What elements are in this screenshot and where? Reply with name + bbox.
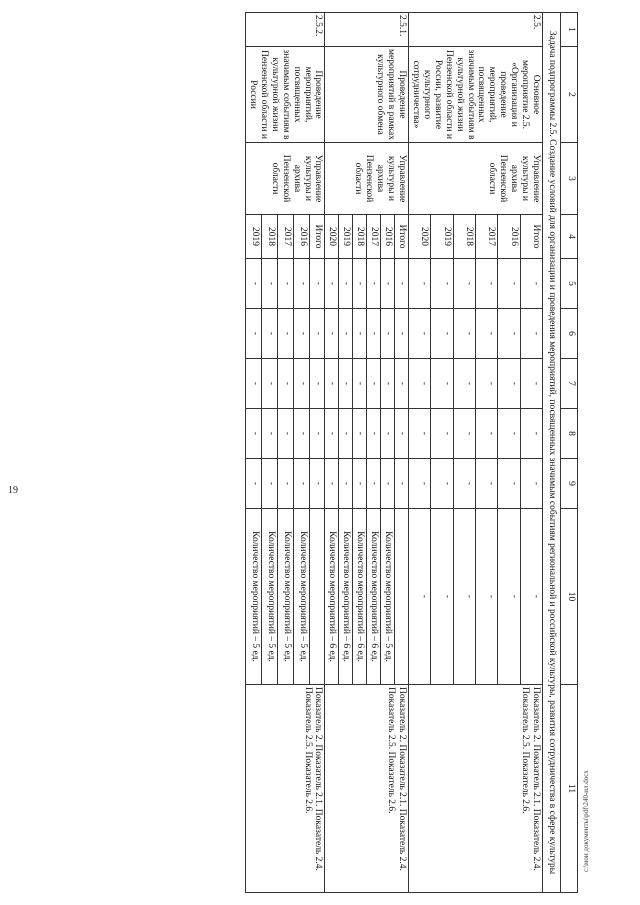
- value-cell-9: -: [431, 459, 453, 509]
- value-cell-9: -: [498, 459, 520, 509]
- value-cell-5: -: [367, 259, 381, 309]
- value-cell-9: -: [339, 459, 353, 509]
- value-cell-6: -: [453, 309, 475, 359]
- value-cell-5: -: [339, 259, 353, 309]
- col-8: 8: [561, 409, 578, 459]
- result-cell: Количество мероприятий – 6 ед.: [325, 509, 339, 685]
- year-cell: 2018: [353, 215, 367, 259]
- value-cell-7: -: [395, 359, 409, 409]
- value-cell-7: -: [339, 359, 353, 409]
- value-cell-7: -: [293, 359, 309, 409]
- year-cell: Итого: [520, 215, 542, 259]
- value-cell-8: -: [409, 409, 431, 459]
- value-cell-5: -: [277, 259, 293, 309]
- result-cell: -: [409, 509, 431, 685]
- result-cell: Количество мероприятий – 5 ед.: [381, 509, 395, 685]
- value-cell-7: -: [409, 359, 431, 409]
- result-cell: -: [498, 509, 520, 685]
- value-cell-8: -: [431, 409, 453, 459]
- value-cell-6: -: [381, 309, 395, 359]
- year-cell: Итого: [395, 215, 409, 259]
- row-number: 2.5.: [409, 13, 543, 47]
- measure-name: Основное мероприятие 2.5. «Организация и проведение мероприятий, посвященных значимым событиям в культурной жизни Пензенской области и России, развитие культурного сотрудничества»: [409, 47, 543, 143]
- year-cell: 2019: [246, 215, 262, 259]
- value-cell-8: -: [520, 409, 542, 459]
- value-cell-9: -: [261, 459, 277, 509]
- value-cell-7: -: [353, 359, 367, 409]
- year-cell: 2016: [293, 215, 309, 259]
- page-number: 19: [8, 485, 18, 496]
- year-cell: 2020: [325, 215, 339, 259]
- value-cell-5: -: [246, 259, 262, 309]
- value-cell-8: -: [353, 409, 367, 459]
- value-cell-9: -: [453, 459, 475, 509]
- year-cell: 2018: [261, 215, 277, 259]
- value-cell-7: -: [325, 359, 339, 409]
- value-cell-5: -: [325, 259, 339, 309]
- value-cell-6: -: [395, 309, 409, 359]
- value-cell-7: -: [277, 359, 293, 409]
- value-cell-5: -: [431, 259, 453, 309]
- value-cell-6: -: [367, 309, 381, 359]
- value-cell-7: -: [246, 359, 262, 409]
- executor: Управление культуры и архива Пензенской области: [325, 143, 409, 215]
- year-cell: 2018: [453, 215, 475, 259]
- value-cell-9: -: [367, 459, 381, 509]
- col-9: 9: [561, 459, 578, 509]
- value-cell-9: -: [395, 459, 409, 509]
- col-5: 5: [561, 259, 578, 309]
- measure-name: Проведение мероприятий, посвященных значимым событиям в культурной жизни Пензенской области и России: [246, 47, 325, 143]
- value-cell-5: -: [293, 259, 309, 309]
- table-body: [246, 13, 561, 893]
- executor: Управление культуры и архива Пензенской области: [409, 143, 543, 215]
- result-cell: -: [520, 509, 542, 685]
- value-cell-9: -: [293, 459, 309, 509]
- value-cell-7: -: [520, 359, 542, 409]
- year-cell: 2019: [431, 215, 453, 259]
- value-cell-8: -: [246, 409, 262, 459]
- value-cell-6: -: [277, 309, 293, 359]
- result-cell: Количество мероприятий – 6 ед.: [367, 509, 381, 685]
- col-11: 11: [561, 685, 578, 893]
- indicators: Показатель 2. Показатель 2.1. Показатель 2.4. Показатель 2.5. Показатель 2.6.: [409, 685, 543, 893]
- year-cell: 2016: [381, 215, 395, 259]
- value-cell-6: -: [476, 309, 498, 359]
- value-cell-8: -: [367, 409, 381, 459]
- result-cell: Количество мероприятий – 5 ед.: [293, 509, 309, 685]
- value-cell-7: -: [431, 359, 453, 409]
- value-cell-9: -: [325, 459, 339, 509]
- value-cell-6: -: [293, 309, 309, 359]
- value-cell-9: -: [381, 459, 395, 509]
- value-cell-9: -: [246, 459, 262, 509]
- program-table: [245, 12, 578, 893]
- value-cell-6: -: [261, 309, 277, 359]
- value-cell-9: -: [309, 459, 325, 509]
- value-cell-7: -: [476, 359, 498, 409]
- value-cell-8: -: [381, 409, 395, 459]
- value-cell-8: -: [309, 409, 325, 459]
- row-number: 2.5.2.: [246, 13, 325, 47]
- value-cell-6: -: [409, 309, 431, 359]
- result-cell: Количество мероприятий – 5 ед.: [277, 509, 293, 685]
- year-cell: 2020: [409, 215, 431, 259]
- value-cell-8: -: [261, 409, 277, 459]
- col-3: 3: [561, 143, 578, 215]
- year-cell: 2017: [476, 215, 498, 259]
- col-6: 6: [561, 309, 578, 359]
- value-cell-9: -: [353, 459, 367, 509]
- value-cell-8: -: [339, 409, 353, 459]
- value-cell-9: -: [476, 459, 498, 509]
- value-cell-8: -: [277, 409, 293, 459]
- result-cell: [309, 509, 325, 685]
- value-cell-6: -: [498, 309, 520, 359]
- value-cell-8: -: [476, 409, 498, 459]
- table-row: [309, 13, 325, 893]
- col-2: 2: [561, 47, 578, 143]
- row-number: 2.5.1.: [325, 13, 409, 47]
- value-cell-7: -: [367, 359, 381, 409]
- executor: Управление культуры и архива Пензенской области: [246, 143, 325, 215]
- col-7: 7: [561, 359, 578, 409]
- task-title: Задача подпрограммы 2.5. Создание условий для организации и проведения мероприятий, посвященных значимым событиям региональной и российской культуры, развития сотрудничества в сфере культуры: [543, 13, 561, 893]
- value-cell-5: -: [261, 259, 277, 309]
- col-10: 10: [561, 509, 578, 685]
- year-cell: Итого: [309, 215, 325, 259]
- column-number-row: [561, 13, 578, 893]
- value-cell-7: -: [498, 359, 520, 409]
- task-row: [543, 13, 561, 893]
- value-cell-6: -: [431, 309, 453, 359]
- result-cell: -: [431, 509, 453, 685]
- footer-path: c:\мои документы\pdf\240-ил.docx: [582, 770, 590, 872]
- value-cell-5: -: [409, 259, 431, 309]
- value-cell-6: -: [309, 309, 325, 359]
- year-cell: 2017: [277, 215, 293, 259]
- value-cell-5: -: [395, 259, 409, 309]
- value-cell-6: -: [325, 309, 339, 359]
- value-cell-8: -: [293, 409, 309, 459]
- indicators: Показатель 2. Показатель 2.1. Показатель 2.4. Показатель 2.5. Показатель 2.6.: [325, 685, 409, 893]
- year-cell: 2016: [498, 215, 520, 259]
- result-cell: -: [476, 509, 498, 685]
- value-cell-5: -: [353, 259, 367, 309]
- value-cell-9: -: [520, 459, 542, 509]
- value-cell-9: -: [277, 459, 293, 509]
- col-1: 1: [561, 13, 578, 47]
- value-cell-8: -: [325, 409, 339, 459]
- value-cell-7: -: [309, 359, 325, 409]
- value-cell-6: -: [339, 309, 353, 359]
- table-row: [520, 13, 542, 893]
- value-cell-5: -: [520, 259, 542, 309]
- indicators: Показатель 2. Показатель 2.1. Показатель 2.4. Показатель 2.5. Показатель 2.6.: [246, 685, 325, 893]
- result-cell: -: [453, 509, 475, 685]
- value-cell-8: -: [498, 409, 520, 459]
- col-4: 4: [561, 215, 578, 259]
- result-cell: Количество мероприятий – 5 ед.: [261, 509, 277, 685]
- result-cell: Количество мероприятий – 5 ед.: [246, 509, 262, 685]
- value-cell-7: -: [453, 359, 475, 409]
- value-cell-5: -: [476, 259, 498, 309]
- rotated-page: [58, 12, 578, 892]
- footer: [582, 20, 612, 880]
- value-cell-6: -: [520, 309, 542, 359]
- table-row: [395, 13, 409, 893]
- value-cell-5: -: [453, 259, 475, 309]
- value-cell-8: -: [395, 409, 409, 459]
- result-cell: Количество мероприятий – 6 ед.: [339, 509, 353, 685]
- year-cell: 2019: [339, 215, 353, 259]
- value-cell-6: -: [246, 309, 262, 359]
- value-cell-6: -: [353, 309, 367, 359]
- value-cell-5: -: [381, 259, 395, 309]
- value-cell-5: -: [498, 259, 520, 309]
- value-cell-8: -: [453, 409, 475, 459]
- result-cell: [395, 509, 409, 685]
- measure-name: Проведение мероприятий в рамках культурного обмена: [325, 47, 409, 143]
- value-cell-7: -: [381, 359, 395, 409]
- result-cell: Количество мероприятий – 6 ед.: [353, 509, 367, 685]
- value-cell-5: -: [309, 259, 325, 309]
- value-cell-7: -: [261, 359, 277, 409]
- year-cell: 2017: [367, 215, 381, 259]
- value-cell-9: -: [409, 459, 431, 509]
